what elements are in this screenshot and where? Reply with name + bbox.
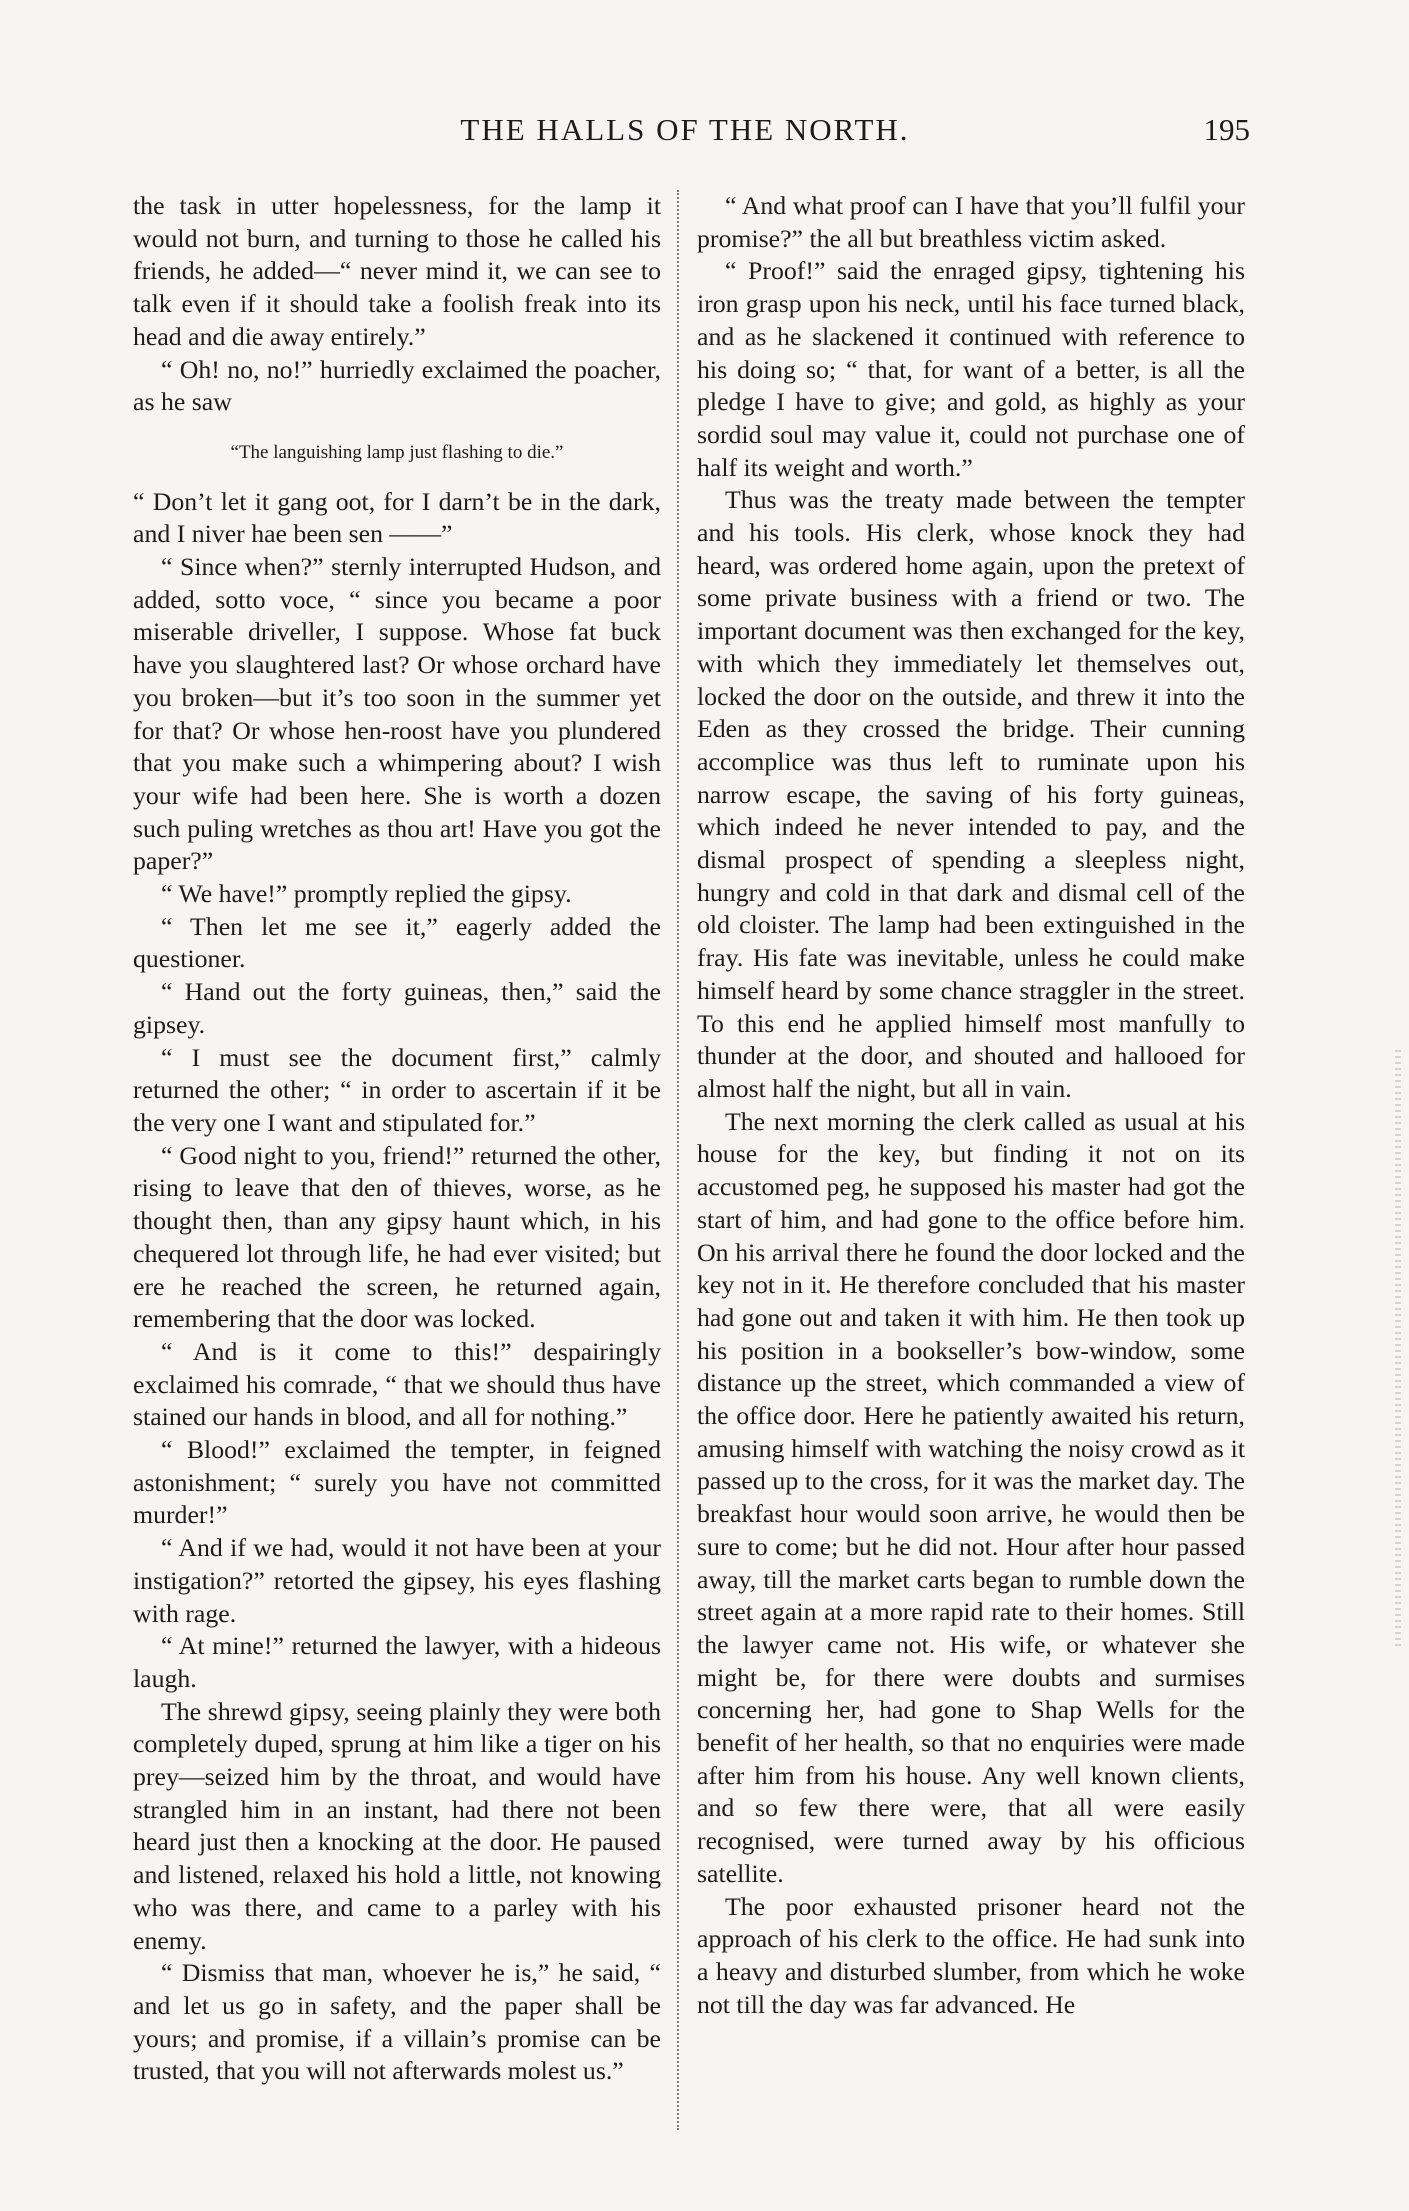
paragraph: the task in utter hopelessness, for the lamp it would not burn, and turning to those he called his friends, he added—“ never mind it, we can see to talk even if it should take a foolish freak into its head and die away entirely.” — [133, 191, 661, 351]
paragraph: “ Dismiss that man, whoever he is,” he said, “ and let us go in safety, and the paper shall be yours; and promise, if a villain’s promise can be trusted, that you will not afterwards molest us.” — [133, 1958, 661, 2086]
page-edge-noise — [1395, 1050, 1401, 1650]
paragraph: Thus was the treaty made between the tempter and his tools. His clerk, whose knock they had heard, was ordered home again, upon the pretext of some private business with a friend or two. The important document was then exchanged for the key, with which they immediately let themselves out, locked the door on the outside, and threw it into the Eden as they crossed the bridge. Their cunning accomplice was thus left to ruminate upon his narrow escape, the saving of his forty guineas, which indeed he never intended to pay, and the dismal prospect of spending a sleepless night, hungry and cold in that dark and dismal cell of the old cloister. The lamp had been extinguished in the fray. His fate was inevitable, unless he could make himself heard by some chance straggler in the street. To this end he applied himself most manfully to thunder at the door, and shouted and hallooed for almost half the night, but all in vain. — [697, 485, 1245, 1103]
paragraph: “ Since when?” sternly interrupted Hudson, and added, sotto voce, “ since you became a poor miserable driveller, I suppose. Whose fat buck have you slaughtered last? Or whose orchard have you broken—but it’s too soon in the summer yet for that? Or whose hen-roost have you plundered that you make such a whimpering about? I wish your wife had been here. She is worth a dozen such puling wretches as thou art! Have you got the paper?” — [133, 552, 661, 876]
paragraph: “ Blood!” exclaimed the tempter, in feigned astonishment; “ surely you have not committed murder!” — [133, 1435, 661, 1530]
left-column — [133, 190, 661, 2088]
paragraph: The poor exhausted prisoner heard not the approach of his clerk to the office. He had sunk into a heavy and disturbed slumber, from which he woke not till the day was far advanced. He — [697, 1891, 1245, 2019]
paragraph: “ Good night to you, friend!” returned the other, rising to leave that den of thieves, worse, as he thought then, than any gipsy haunt which, in his chequered lot through life, he had ever visited; but ere he reached the screen, he returned again, remembering that the door was locked. — [133, 1140, 661, 1334]
right-column — [697, 190, 1245, 2021]
paragraph: “ I must see the document first,” calmly returned the other; “ in order to ascertain if it be the very one I want and stipulated for.” — [133, 1042, 661, 1137]
paragraph: “ We have!” promptly replied the gipsy. — [161, 879, 572, 909]
paragraph: “ Don’t let it gang oot, for I darn’t be in the dark, and I niver hae been sen ——” — [133, 486, 661, 549]
paragraph: “ Hand out the forty guineas, then,” said the gipsey. — [133, 977, 661, 1039]
paragraph: “ Proof!” said the enraged gipsy, tightening his iron grasp upon his neck, until his face turned black, and as he slackened it continued with reference to his doing so; “ that, for want of a better, is all the pledge I have to give; and gold, as highly as your sordid soul may value it, could not purchase one of half its weight and worth.” — [697, 256, 1245, 482]
page-number: 195 — [1203, 112, 1250, 147]
page-header — [120, 112, 1250, 156]
paragraph: “ And if we had, would it not have been at your instigation?” retorted the gipsey, his eyes flashing with rage. — [133, 1533, 661, 1628]
paragraph: “The languishing lamp just flashing to die.” — [230, 441, 564, 463]
column-divider — [677, 190, 679, 2130]
paragraph: “ Then let me see it,” eagerly added the questioner. — [133, 911, 661, 974]
paragraph: “ At mine!” returned the lawyer, with a hideous laugh. — [133, 1631, 661, 1693]
paragraph: The shrewd gipsy, seeing plainly they were both completely duped, sprung at him like a tiger on his prey—seized him by the throat, and would have strangled him in an instant, had there not been heard just then a knocking at the door. He paused and listened, relaxed his hold a little, not knowing who was there, and came to a parley with his enemy. — [133, 1696, 661, 1955]
paragraph: “ And what proof can I have that you’ll fulfil your promise?” the all but breathless victim asked. — [697, 191, 1245, 253]
paragraph: “ Oh! no, no!” hurriedly exclaimed the poacher, as he saw — [133, 354, 661, 417]
running-title: THE HALLS OF THE NORTH. — [460, 112, 910, 147]
paragraph: “ And is it come to this!” despairingly exclaimed his comrade, “ that we should thus have stained our hands in blood, and all for nothing.” — [133, 1336, 661, 1432]
paragraph: The next morning the clerk called as usual at his house for the key, but finding it not on its accustomed peg, he supposed his master had got the start of him, and had gone to the office before him. On his arrival there he found the door locked and the key not in it. He therefore concluded that his master had gone out and taken it with him. He then took up his position in a bookseller’s bow-window, some distance up the street, which commanded a view of the office door. Here he patiently awaited his return, amusing himself with watching the noisy crowd as it passed up to the cross, for it was the market day. The breakfast hour would soon arrive, he would then be sure to come; but he did not. Hour after hour passed away, till the market carts began to rumble down the street again at a more rapid rate to their homes. Still the lawyer came not. His wife, or whatever she might be, for there were doubts and surmises concerning her, had gone to Shap Wells for the benefit of her health, so that no enquiries were made after him from his house. Any well known clients, and so few there were, that all were easily recognised, were turned away by his officious satellite. — [697, 1106, 1245, 1888]
